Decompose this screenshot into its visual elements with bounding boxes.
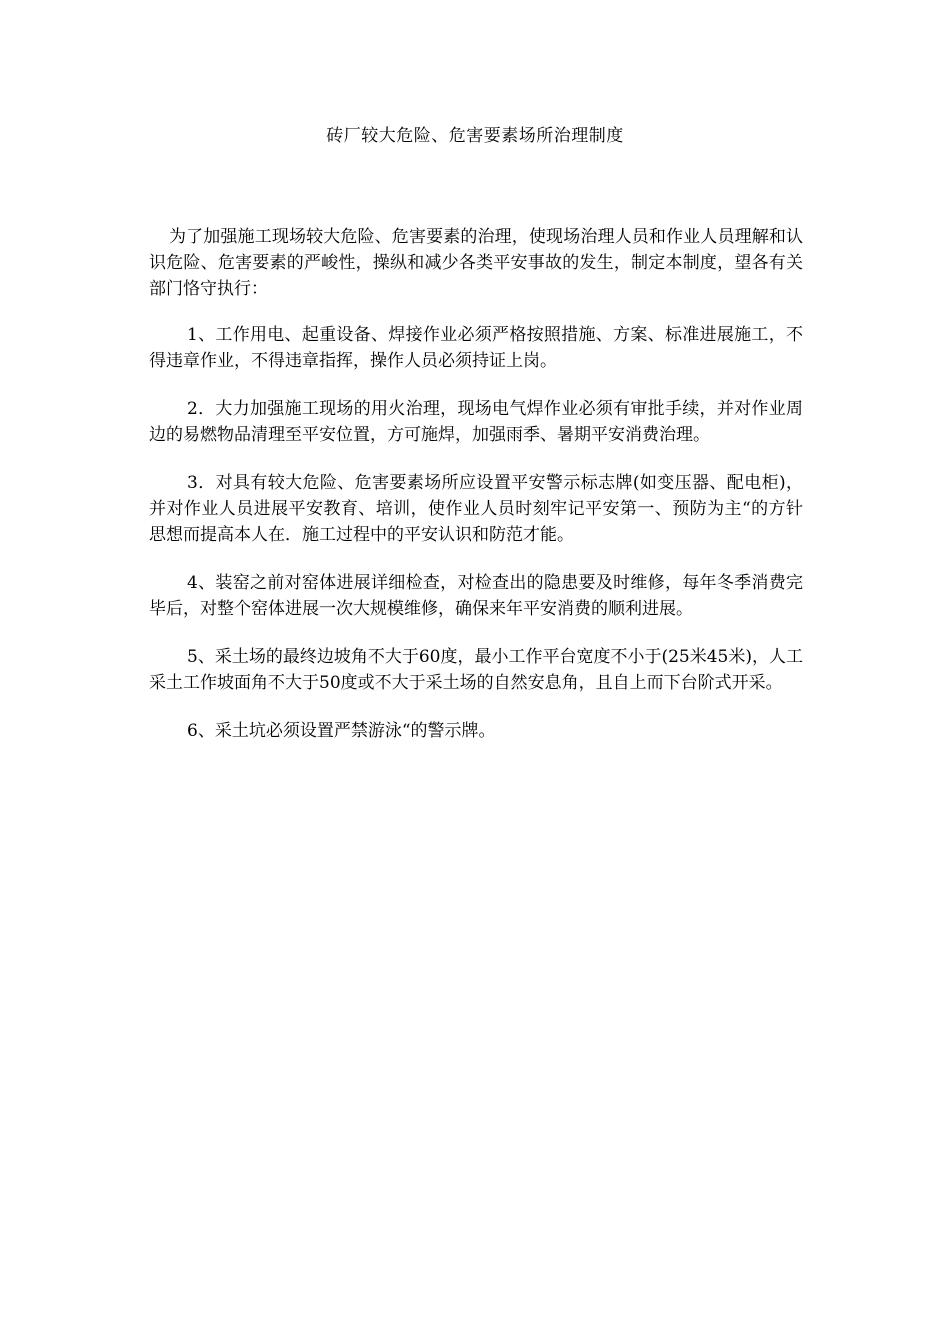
- intro-paragraph: 为了加强施工现场较大危险、危害要素的治理，使现场治理人员和作业人员理解和认识危险、危害要素的严峻性，操纵和减少各类平安事故的发生，制定本制度，望各有关部门恪守执行：: [149, 227, 803, 299]
- document-body: [149, 224, 803, 766]
- rule-item-3: 3．对具有较大危险、危害要素场所应设置平安警示标志牌(如变压器、配电柜)，并对作业人员进展平安教育、培训，使作业人员时刻牢记平安第一、预防为主“的方针思想而提高本人在．施工过程中的平安认识和防范才能。: [149, 473, 803, 545]
- rule-item-4: 4、装窑之前对窑体进展详细检查，对检查出的隐患要及时维修，每年冬季消费完毕后，对整个窑体进展一次大规模维修，确保来年平安消费的顺利进展。: [149, 573, 803, 619]
- rule-item-2: 2．大力加强施工现场的用火治理，现场电气焊作业必须有审批手续，并对作业周边的易燃物品清理至平安位置，方可施焊，加强雨季、暑期平安消费治理。: [149, 399, 803, 445]
- rule-item-1: 1、工作用电、起重设备、焊接作业必须严格按照措施、方案、标准进展施工，不得违章作业，不得违章指挥，操作人员必须持证上岗。: [149, 325, 803, 371]
- rule-item-5: 5、采土场的最终边坡角不大于60度，最小工作平台宽度不小于(25米45米)，人工采土工作坡面角不大于50度或不大于采土场的自然安息角，且自上而下台阶式开采。: [149, 647, 803, 693]
- document-title: 砖厂较大危险、危害要素场所治理制度: [326, 126, 624, 146]
- rule-item-6: 6、采土坑必须设置严禁游泳“的警示牌。: [187, 721, 496, 741]
